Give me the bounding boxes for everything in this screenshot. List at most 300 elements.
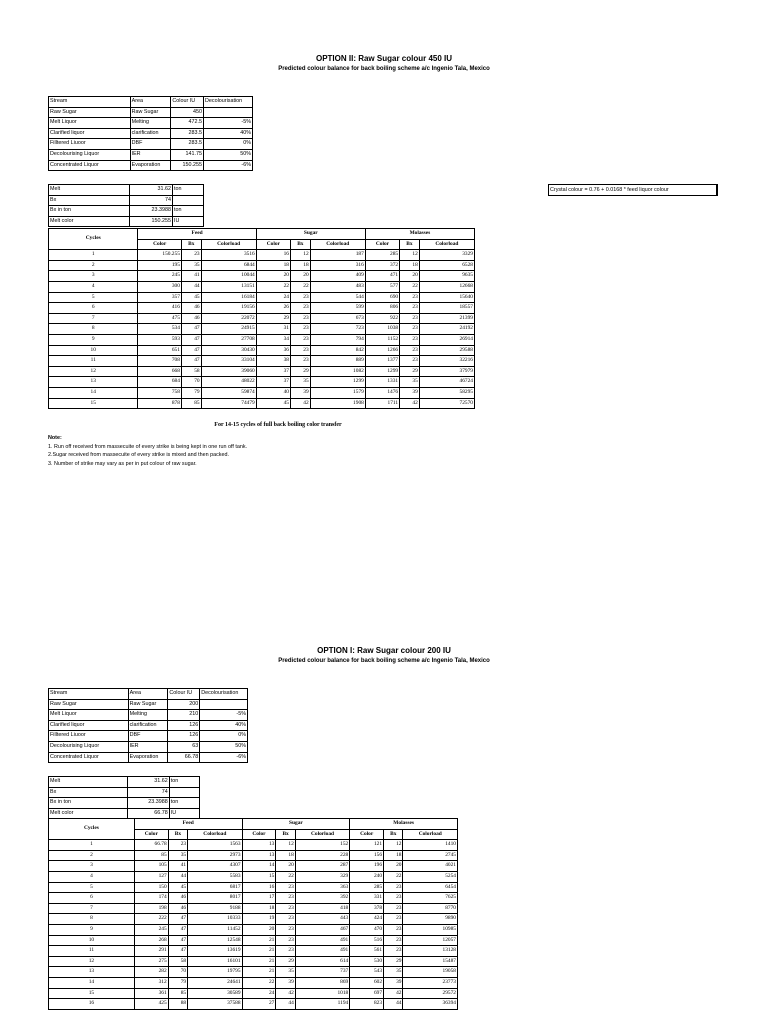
stream-cell: Melt Liquor — [49, 118, 131, 129]
cycle-value: 19795 — [188, 967, 242, 978]
cycle-row — [49, 345, 475, 356]
cycle-value: 18 — [384, 850, 403, 861]
cycle-value: 23 — [384, 914, 403, 925]
option1-stream-table — [48, 688, 248, 763]
cycle-value: 1410 — [403, 840, 458, 851]
cycle-value: 24641 — [188, 977, 242, 988]
cycle-number: 12 — [49, 366, 138, 377]
cycle-value: 29 — [400, 366, 420, 377]
stream-header-row — [49, 689, 248, 700]
option1-melt-table — [48, 776, 200, 819]
cycle-value: 19058 — [403, 967, 458, 978]
option1-subtitle: Predicted colour balance for back boiling scheme a/c Ingenio Tala, Mexico — [278, 658, 490, 664]
cycle-value: 35 — [181, 260, 201, 271]
stream-cell: Decolourising Liquor — [49, 149, 131, 160]
cycle-value: 13128 — [403, 946, 458, 957]
cycle-value: 889 — [310, 356, 365, 367]
melt-row — [49, 195, 204, 206]
cycle-value: 5254 — [403, 871, 458, 882]
cycle-value: 66.78 — [134, 840, 168, 851]
cycle-value: 708 — [138, 356, 181, 367]
cycle-value: 6454 — [403, 882, 458, 893]
cycle-value: 12668 — [419, 281, 474, 292]
cycle-value: 47 — [181, 324, 201, 335]
sub-header: Color — [365, 239, 399, 250]
melt-unit: ton — [172, 185, 203, 196]
stream-cell: 283.5 — [171, 139, 204, 150]
cycle-value: 47 — [168, 946, 187, 957]
cycle-value: 1579 — [310, 387, 365, 398]
cycle-value: 23 — [276, 946, 295, 957]
option2-subtitle: Predicted colour balance for back boiling scheme a/c Ingenio Tala, Mexico — [278, 66, 490, 72]
stream-cell: Melting — [128, 710, 168, 721]
stream-cell: 50% — [200, 741, 248, 752]
melt-unit: ton — [169, 777, 199, 788]
option2-cycles-table — [48, 228, 475, 409]
cycle-value: 150.255 — [138, 250, 181, 261]
stream-row — [49, 118, 253, 129]
cycle-value: 23 — [400, 334, 420, 345]
cycle-value: 121 — [350, 840, 384, 851]
stream-cell: IER — [130, 149, 171, 160]
cycle-value: 491 — [295, 946, 349, 957]
cycle-number: 14 — [49, 387, 138, 398]
cycle-value: 35 — [400, 377, 420, 388]
cycle-number: 5 — [49, 292, 138, 303]
cycle-value: 23 — [400, 345, 420, 356]
cycle-value: 36 — [256, 345, 290, 356]
cycle-value: 18 — [242, 903, 276, 914]
cycle-value: 1331 — [365, 377, 399, 388]
sub-header: Bx — [400, 239, 420, 250]
stream-cell: Evaporation — [128, 752, 168, 763]
cycle-value: 23 — [276, 903, 295, 914]
cycle-value: 195 — [138, 260, 181, 271]
option2-notes — [48, 434, 247, 468]
cycle-row — [49, 271, 475, 282]
cycle-value: 16101 — [188, 956, 242, 967]
cycle-value: 543 — [350, 967, 384, 978]
cycle-row — [49, 313, 475, 324]
cycle-value: 18 — [256, 260, 290, 271]
cycle-row — [49, 861, 458, 872]
cycle-value: 23 — [400, 292, 420, 303]
stream-row — [49, 149, 253, 160]
melt-label: Bx — [49, 787, 128, 798]
cycle-value: 41 — [181, 271, 201, 282]
cycle-value: 37979 — [419, 366, 474, 377]
cycle-value: 21 — [242, 956, 276, 967]
melt-row — [49, 206, 204, 217]
cycle-row — [49, 377, 475, 388]
cycle-value: 285 — [365, 250, 399, 261]
cycle-number: 3 — [49, 271, 138, 282]
cycle-value: 18 — [276, 850, 295, 861]
cycle-value: 12548 — [188, 935, 242, 946]
cycle-value: 18557 — [419, 303, 474, 314]
group-header: Feed — [134, 819, 242, 830]
cycle-value: 12057 — [403, 935, 458, 946]
cycle-row — [49, 334, 475, 345]
melt-row — [49, 787, 200, 798]
cycle-value: 2973 — [188, 850, 242, 861]
cycle-value: 47 — [181, 356, 201, 367]
cycle-value: 723 — [310, 324, 365, 335]
sub-header: Color — [350, 829, 384, 840]
cycle-number: 12 — [49, 956, 135, 967]
stream-header-row — [49, 97, 253, 108]
sub-header: Bx — [291, 239, 311, 250]
stream-cell: 126 — [168, 731, 200, 742]
option2-stream-table — [48, 96, 253, 171]
melt-value: 74 — [127, 787, 169, 798]
sub-header: Bx — [168, 829, 187, 840]
cycle-value: 23 — [384, 935, 403, 946]
note-line: 2.Sugar received from massecuite of every strike is mixed and then packed. — [48, 452, 229, 458]
melt-row — [49, 798, 200, 809]
cycle-value: 23 — [291, 334, 311, 345]
stream-cell: -6% — [204, 160, 253, 171]
cycle-value: 42 — [291, 398, 311, 409]
option2-melt-table — [48, 184, 204, 227]
cycle-value: 196 — [350, 861, 384, 872]
melt-unit: ton — [172, 206, 203, 217]
sub-header: Colorload — [310, 239, 365, 250]
cycle-value: 275 — [134, 956, 168, 967]
cycle-value: 23 — [400, 356, 420, 367]
cycle-number: 8 — [49, 914, 135, 925]
stream-cell: Evaporation — [130, 160, 171, 171]
cycle-row — [49, 850, 458, 861]
stream-cell: 63 — [168, 741, 200, 752]
sub-header: Color — [242, 829, 276, 840]
cycle-value: 74479 — [201, 398, 256, 409]
cycle-value: 12 — [276, 840, 295, 851]
cycle-value: 1299 — [310, 377, 365, 388]
cycle-value: 9635 — [419, 271, 474, 282]
cycle-value: 152 — [295, 840, 349, 851]
cycle-value: 23 — [276, 893, 295, 904]
cycle-value: 23 — [276, 935, 295, 946]
cycle-value: 9188 — [188, 903, 242, 914]
cycle-value: 30430 — [201, 345, 256, 356]
sub-header: Bx — [276, 829, 295, 840]
cycle-value: 593 — [138, 334, 181, 345]
cycle-value: 23 — [168, 840, 187, 851]
cycle-value: 491 — [295, 935, 349, 946]
cycle-value: 599 — [310, 303, 365, 314]
cycle-value: 19156 — [201, 303, 256, 314]
cycle-value: 18 — [400, 260, 420, 271]
cycle-value: 758 — [138, 387, 181, 398]
cycle-value: 282 — [134, 967, 168, 978]
group-header: Sugar — [256, 229, 365, 240]
melt-value: 23.3988 — [129, 206, 172, 217]
cycle-value: 357 — [138, 292, 181, 303]
sub-header: Color — [134, 829, 168, 840]
cycle-value: 3329 — [419, 250, 474, 261]
cycle-row — [49, 250, 475, 261]
cycle-value: 1038 — [365, 324, 399, 335]
cycle-value: 470 — [350, 924, 384, 935]
cycle-value: 29588 — [419, 345, 474, 356]
cycle-value: 47 — [168, 935, 187, 946]
cycle-value: 1152 — [365, 334, 399, 345]
stream-cell: 283.5 — [171, 128, 204, 139]
cycle-value: 4021 — [403, 861, 458, 872]
cycle-value: 22 — [242, 977, 276, 988]
stream-cell — [204, 107, 253, 118]
cycle-value: 268 — [134, 935, 168, 946]
cycle-value: 23 — [384, 893, 403, 904]
melt-label: Bx in ton — [49, 798, 128, 809]
cycle-value: 23 — [291, 356, 311, 367]
cycle-value: 1018 — [295, 988, 349, 999]
cycle-value: 1377 — [365, 356, 399, 367]
sub-header: Bx — [181, 239, 201, 250]
melt-value: 23.3988 — [127, 798, 169, 809]
cycle-value: 651 — [138, 345, 181, 356]
cycle-number: 9 — [49, 334, 138, 345]
cycle-value: 794 — [310, 334, 365, 345]
stream-row — [49, 128, 253, 139]
group-header: Molasses — [350, 819, 458, 830]
stream-cell: IER — [128, 741, 168, 752]
stream-row — [49, 741, 248, 752]
cycle-value: 23 — [400, 303, 420, 314]
cycle-value: 22072 — [201, 313, 256, 324]
sub-header: Colorload — [295, 829, 349, 840]
cycle-value: 23 — [276, 914, 295, 925]
cycle-value: 245 — [134, 924, 168, 935]
cycle-row — [49, 871, 458, 882]
cycle-value: 17 — [242, 893, 276, 904]
melt-unit: ton — [169, 798, 199, 809]
cycle-number: 13 — [49, 377, 138, 388]
stream-header-cell: Colour IU — [168, 689, 200, 700]
cycle-value: 150 — [134, 882, 168, 893]
cycle-value: 23 — [384, 946, 403, 957]
cycle-value: 29 — [384, 956, 403, 967]
cycle-value: 392 — [295, 893, 349, 904]
cycle-value: 23773 — [403, 977, 458, 988]
cycle-row — [49, 893, 458, 904]
cycle-value: 46 — [181, 313, 201, 324]
stream-cell: 472.5 — [171, 118, 204, 129]
cycle-row — [49, 946, 458, 957]
cycle-value: 19 — [242, 914, 276, 925]
cycle-number: 1 — [49, 250, 138, 261]
cycle-value: 39 — [384, 977, 403, 988]
cycles-group-row — [49, 229, 475, 240]
cycle-value: 85 — [168, 988, 187, 999]
sub-header: Color — [256, 239, 290, 250]
cycle-value: 228 — [295, 850, 349, 861]
cycle-value: 46 — [168, 903, 187, 914]
cycle-value: 22 — [276, 871, 295, 882]
cycle-value: 1194 — [295, 999, 349, 1010]
cycle-value: 26 — [256, 303, 290, 314]
cycle-value: 869 — [295, 977, 349, 988]
note-line: 3. Number of strike may vary as per in put colour of raw sugar. — [48, 460, 197, 467]
cycle-value: 42 — [400, 398, 420, 409]
cycle-value: 34 — [256, 334, 290, 345]
stream-cell: -5% — [200, 710, 248, 721]
melt-label: Melt color — [49, 216, 130, 227]
cycle-value: 13 — [242, 850, 276, 861]
cycle-row — [49, 935, 458, 946]
stream-cell: Raw Sugar — [128, 699, 168, 710]
group-header: Feed — [138, 229, 256, 240]
cycle-value: 24 — [242, 988, 276, 999]
cycle-value: 737 — [295, 967, 349, 978]
stream-cell: Concentrated Liquor — [49, 752, 129, 763]
cycle-value: 922 — [365, 313, 399, 324]
stream-cell: Raw Sugar — [130, 107, 171, 118]
cycle-value: 10333 — [188, 914, 242, 925]
cycle-value: 245 — [138, 271, 181, 282]
cycle-value: 47 — [181, 345, 201, 356]
cycle-value: 18 — [291, 260, 311, 271]
cycle-value: 47 — [181, 334, 201, 345]
cycle-value: 72570 — [419, 398, 474, 409]
cycle-number: 7 — [49, 313, 138, 324]
stream-cell: 66.78 — [168, 752, 200, 763]
cycle-value: 291 — [134, 946, 168, 957]
cycle-value: 329 — [295, 871, 349, 882]
cycle-value: 22 — [384, 871, 403, 882]
cycle-value: 45 — [168, 882, 187, 893]
melt-unit: IU — [172, 216, 203, 227]
cycle-row — [49, 303, 475, 314]
cycle-value: 1563 — [188, 840, 242, 851]
stream-cell: 40% — [200, 720, 248, 731]
cycle-value: 13619 — [188, 946, 242, 957]
cycle-value: 22 — [256, 281, 290, 292]
cycle-row — [49, 914, 458, 925]
melt-row — [49, 777, 200, 788]
cycle-value: 23 — [291, 324, 311, 335]
cycle-value: 287 — [295, 861, 349, 872]
sub-header: Color — [138, 239, 181, 250]
melt-value: 66.78 — [127, 808, 169, 819]
cycle-value: 46 — [168, 893, 187, 904]
stream-cell: Melt Liquor — [49, 710, 129, 721]
melt-unit — [172, 195, 203, 206]
stream-cell: 40% — [204, 128, 253, 139]
cycle-row — [49, 387, 475, 398]
cycle-number: 5 — [49, 882, 135, 893]
cycle-row — [49, 956, 458, 967]
cycle-value: 37588 — [188, 999, 242, 1010]
cycle-value: 1299 — [365, 366, 399, 377]
stream-cell: Raw Sugar — [49, 699, 129, 710]
cycle-value: 21 — [242, 946, 276, 957]
option1-cycles-table — [48, 818, 458, 1010]
cycle-value: 38 — [256, 356, 290, 367]
cycle-value: 20 — [291, 271, 311, 282]
cycle-value: 1711 — [365, 398, 399, 409]
cycle-value: 823 — [350, 999, 384, 1010]
cycle-value: 1082 — [310, 366, 365, 377]
cycle-value: 12 — [400, 250, 420, 261]
cycle-value: 58 — [168, 956, 187, 967]
cycle-value: 9890 — [403, 914, 458, 925]
stream-cell: DBF — [130, 139, 171, 150]
cycle-number: 8 — [49, 324, 138, 335]
stream-header-cell: Stream — [49, 689, 129, 700]
cycle-row — [49, 356, 475, 367]
cycle-number: 9 — [49, 924, 135, 935]
cycle-value: 6817 — [188, 882, 242, 893]
cycle-value: 690 — [365, 292, 399, 303]
cycle-value: 378 — [350, 903, 384, 914]
melt-value: 74 — [129, 195, 172, 206]
cycle-value: 16184 — [201, 292, 256, 303]
cycles-header: Cycles — [49, 229, 138, 250]
cycle-value: 105 — [134, 861, 168, 872]
cycle-value: 24915 — [201, 324, 256, 335]
crystal-formula-text: Crystal colour = 0.76 + 0.0168 * feed liquor colour — [549, 185, 717, 195]
stream-cell: clarification — [130, 128, 171, 139]
note-line: 1. Run off received from massecuite of every strike is being kept in one run off tank. — [48, 443, 248, 450]
cycle-number: 7 — [49, 903, 135, 914]
cycle-value: 23 — [291, 313, 311, 324]
cycle-number: 16 — [49, 999, 135, 1010]
cycle-value: 174 — [134, 893, 168, 904]
cycle-value: 45 — [256, 398, 290, 409]
cycle-value: 23 — [291, 303, 311, 314]
cycle-value: 32216 — [419, 356, 474, 367]
stream-cell: Raw Sugar — [49, 107, 131, 118]
group-header: Molasses — [365, 229, 474, 240]
cycle-value: 331 — [350, 893, 384, 904]
cycle-number: 11 — [49, 356, 138, 367]
melt-label: Bx — [49, 195, 130, 206]
cycle-value: 36394 — [403, 999, 458, 1010]
cycle-value: 23 — [384, 882, 403, 893]
cycle-value: 372 — [365, 260, 399, 271]
cycle-value: 29 — [276, 956, 295, 967]
cycle-value: 79 — [168, 977, 187, 988]
cycle-value: 156 — [350, 850, 384, 861]
cycle-value: 534 — [138, 324, 181, 335]
cycle-row — [49, 977, 458, 988]
cycles-header: Cycles — [49, 819, 135, 840]
stream-cell: 0% — [200, 731, 248, 742]
cycle-value: 23 — [384, 924, 403, 935]
cycle-value: 46 — [181, 303, 201, 314]
cycle-value: 44 — [384, 999, 403, 1010]
cycle-number: 11 — [49, 946, 135, 957]
cycle-value: 21 — [242, 967, 276, 978]
cycle-value: 361 — [134, 988, 168, 999]
cycle-number: 10 — [49, 935, 135, 946]
cycle-row — [49, 903, 458, 914]
melt-unit: IU — [169, 808, 199, 819]
cycle-value: 26914 — [419, 334, 474, 345]
cycle-number: 13 — [49, 967, 135, 978]
sub-header: Colorload — [201, 239, 256, 250]
cycle-value: 40 — [256, 387, 290, 398]
cycle-value: 312 — [134, 977, 168, 988]
cycle-value: 13 — [242, 840, 276, 851]
cycle-value: 8770 — [403, 903, 458, 914]
stream-row — [49, 710, 248, 721]
stream-row — [49, 699, 248, 710]
stream-cell: Filltered Liuoor — [49, 731, 129, 742]
cycle-value: 46724 — [419, 377, 474, 388]
